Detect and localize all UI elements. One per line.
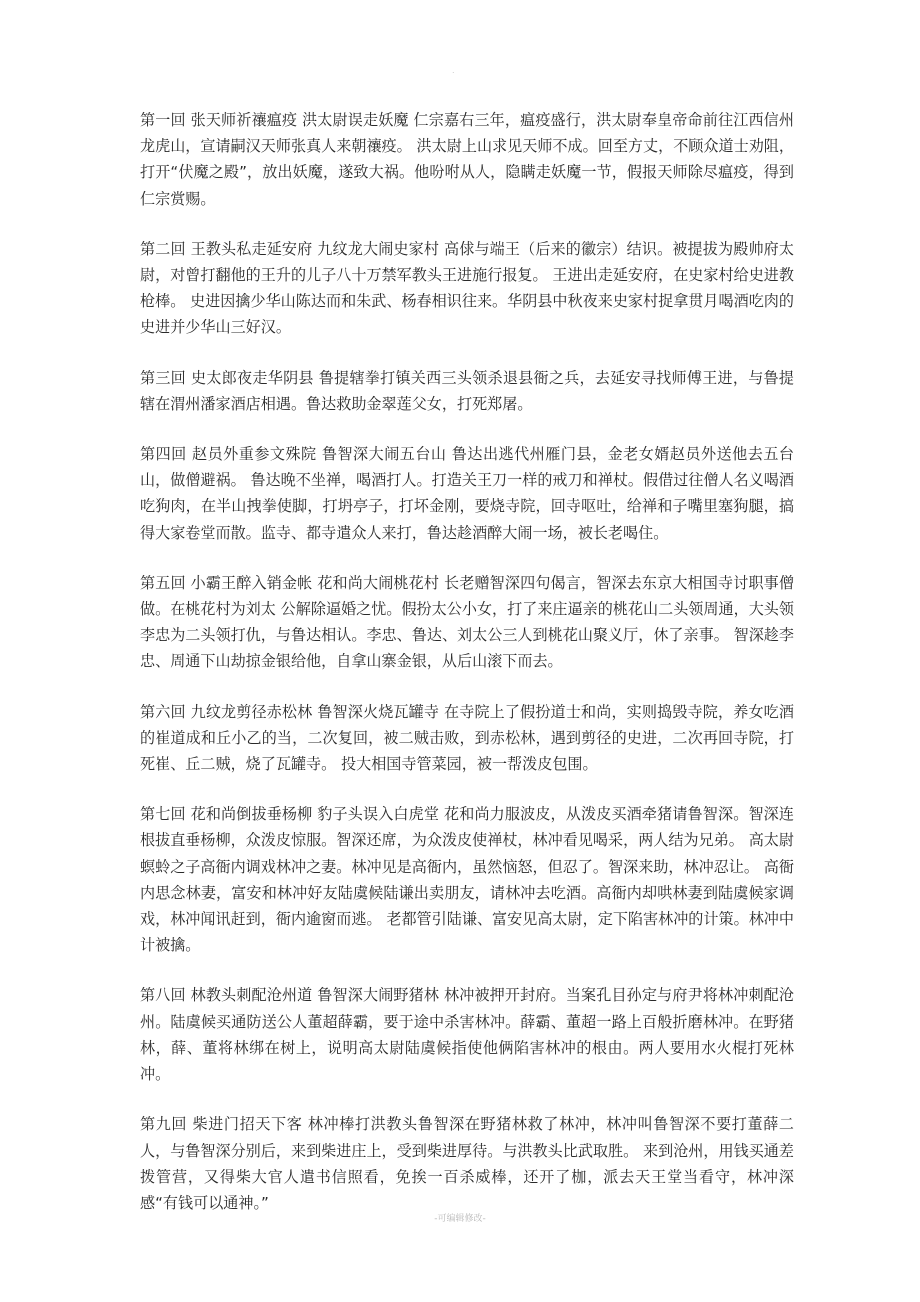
paragraph-chapter-5: 第五回 小霸王醉入销金帐 花和尚大闹桃花村 长老赠智深四句偈言，智深去东京大相国寺讨职事僧做。在桃花村为刘太 公解除逼婚之忧。假扮太公小女，打了来庄逼亲的桃花山二头领周通，大头领李忠为二头领打仇，与鲁达相认。李忠、鲁达、刘太公三人到桃花山聚义厅，休了亲事。 智深趁李忠、周通下山劫掠金银给他，自拿山寨金银，从后山滚下而去。 <box>140 573 794 671</box>
paragraph-chapter-2: 第二回 王教头私走延安府 九纹龙大闹史家村 高俅与端王（后来的徽宗）结识。被提拔为殿帅府太尉，对曾打翻他的王升的儿子八十万禁军教头王进施行报复。 王进出走延安府，在史家村给史进教枪棒。 史进因擒少华山陈达而和朱武、杨春相识往来。华阴县中秋夜来史家村捉拿贯月喝酒吃肉的史进并少华山三好汉。 <box>140 239 794 337</box>
paragraph-chapter-1: 第一回 张天师祈禳瘟疫 洪太尉误走妖魔 仁宗嘉右三年，瘟疫盛行，洪太尉奉皇帝命前往江西信州龙虎山，宣请嗣汉天师张真人来朝禳疫。 洪太尉上山求见天师不成。回至方丈，不顾众道士劝阻，打开“伏魔之殿”，放出妖魔，遂致大祸。他吩咐从人，隐瞒走妖魔一节，假报天师除尽瘟疫，得到仁宗赏赐。 <box>140 111 794 208</box>
document-body <box>140 107 794 1240</box>
page-footer: -可编辑修改- <box>434 1214 486 1224</box>
paragraph-chapter-3: 第三回 史太郎夜走华阴县 鲁提辖拳打镇关西三头领杀退县衙之兵，去延安寻找师傅王进，与鲁提辖在渭州潘家酒店相遇。鲁达救助金翠莲父女，打死郑屠。 <box>140 368 794 413</box>
paragraph-chapter-8: 第八回 林教头刺配沧州道 鲁智深大闹野猪林 林冲被押开封府。当案孔目孙定与府尹将林冲刺配沧州。陆虞候买通防送公人董超薛霸，要于途中杀害林冲。薛霸、董超一路上百般折磨林冲。在野猪林，薛、董将林绑在树上，说明高太尉陆虞候指使他俩陷害林冲的根由。两人要用水火棍打死林冲。 <box>140 986 794 1084</box>
paragraph-chapter-9: 第九回 柴进门招天下客 林冲棒打洪教头鲁智深在野猪林救了林冲，林冲叫鲁智深不要打董薛二人，与鲁智深分别后，来到柴进庄上，受到柴进厚待。与洪教头比武取胜。 来到沧州，用钱买通差拨管营，又得柴大官人遣书信照看，免挨一百杀威棒，还开了枷，派去天王堂当看守，林冲深感“有钱可以通神。” <box>140 1115 794 1212</box>
paragraph-chapter-6: 第六回 九纹龙剪径赤松林 鲁智深火烧瓦罐寺 在寺院上了假扮道士和尚，实则捣毁寺院，养女吃酒的崔道成和丘小乙的当，二次复回，被二贼击败，到赤松林，遇到剪径的史进，二次再回寺院，打死崔、丘二贼，烧了瓦罐寺。 投大相国寺管菜园，被一帮泼皮包围。 <box>140 702 794 774</box>
header-mark: . <box>452 66 455 75</box>
paragraph-chapter-4: 第四回 赵员外重参文殊院 鲁智深大闹五台山 鲁达出逃代州雁门县，金老女婿赵员外送他去五台山，做僧避祸。 鲁达晚不坐禅，喝酒打人。打造关王刀一样的戒刀和禅杖。假借过往僧人名义喝酒吃狗肉，在半山拽拳使脚，打坍亭子，打坏金刚，要烧寺院，回寺呕吐，给禅和子嘴里塞狗腿，搞得大家卷堂而散。监寺、都寺遣众人来打，鲁达趁酒醉大闹一场，被长老喝住。 <box>140 445 794 542</box>
paragraph-chapter-7: 第七回 花和尚倒拔垂杨柳 豹子头误入白虎堂 花和尚力服波皮，从泼皮买酒牵猪请鲁智深。智深连根拔直垂杨柳，众泼皮惊服。智深还席，为众泼皮使禅杖，林冲看见喝采，两人结为兄弟。 高太尉螟蛉之子高衙内调戏林冲之妻。林冲见是高衙内，虽然恼怒，但忍了。智深来助，林冲忍让。 高衙内思念林妻，富安和林冲好友陆虞候陆谦出卖朋友，请林冲去吃酒。高衙内却哄林妻到陆虞候家调戏，林冲闻讯赶到，衙内逾窗而逃。 老都管引陆谦、富安见高太尉，定下陷害林冲的计策。林冲中计被擒。 <box>140 805 794 955</box>
